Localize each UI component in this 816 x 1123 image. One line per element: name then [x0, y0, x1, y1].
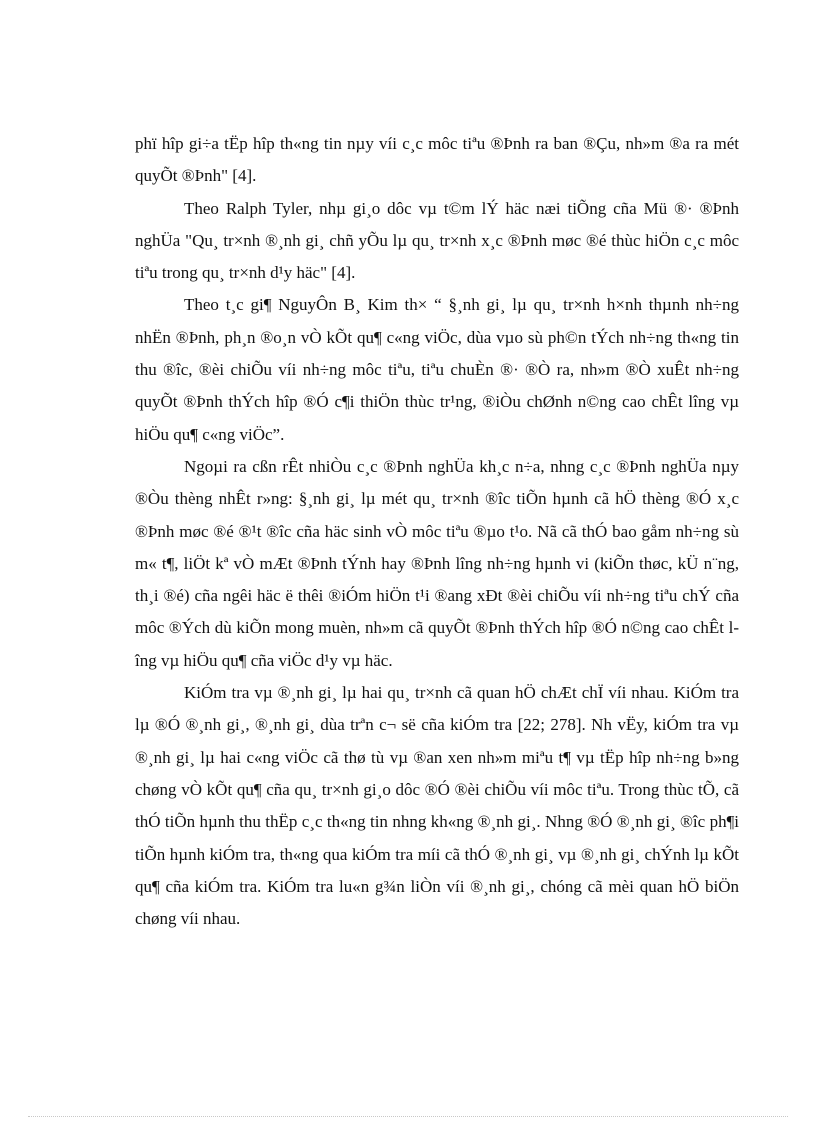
paragraph-4: Ngoµi ra cßn rÊt nhiÒu c¸c ®Þnh nghÜa kh¸c n÷a, nhng c¸c ®Þnh nghÜa nµy ®Òu thèng nhÊt r»ng: §¸nh gi¸ lµ mét qu¸ tr×nh ®îc tiÕn hµnh cã hÖ thèng ®Ó x¸c ®Þnh møc ®é ®¹t ®îc cña häc sinh vÒ môc tiªu ®µo t¹o. Nã cã thÓ bao gåm nh÷ng sù m« t¶, liÖt kª vÒ mÆt ®Þnh tÝnh hay ®Þnh lîng nh÷ng hµnh vi (kiÕn thøc, kÜ n¨ng, th¸i ®é) cña ngêi häc ë thêi ®iÓm hiÖn t¹i ®ang xÐt ®èi chiÕu víi nh÷ng tiªu chÝ cña môc ®Ých dù kiÕn mong muèn, nh»m cã quyÕt ®Þnh thÝch hîp ®Ó n©ng cao chÊt lîng vµ hiÖu qu¶ cña viÖc d¹y vµ häc.	[135, 456, 739, 670]
page-bottom-divider	[28, 1116, 788, 1117]
paragraph-5: KiÓm tra vµ ®¸nh gi¸ lµ hai qu¸ tr×nh cã quan hÖ chÆt chÏ víi nhau. KiÓm tra lµ ®Ó ®¸nh gi¸, ®¸nh gi¸ dùa trªn c¬ së cña kiÓm tra [22; 278]. Nh vËy, kiÓm tra vµ ®¸nh gi¸ lµ hai c«ng viÖc cã thø tù vµ ®an xen nh»m miªu t¶ vµ tËp hîp nh÷ng b»ng chøng vÒ kÕt qu¶ cña qu¸ tr×nh gi¸o dôc ®Ó ®èi chiÕu víi môc tiªu. Trong thùc tÕ, cã thÓ tiÕn hµnh thu thËp c¸c th«ng tin nhng kh«ng ®¸nh gi¸. Nhng ®Ó ®¸nh gi¸ ®îc ph¶i tiÕn hµnh kiÓm tra, th«ng qua kiÓm tra míi cã thÓ ®¸nh gi¸ vµ ®¸nh gi¸ chÝnh lµ kÕt qu¶ cña kiÓm tra. KiÓm tra lu«n g¾n liÒn víi ®¸nh gi¸, chóng cã mèi quan hÖ biÖn chøng víi nhau.	[135, 683, 739, 929]
paragraph-2: Theo Ralph Tyler, nhµ gi¸o dôc vµ t©m lÝ häc næi tiÕng cña Mü ®· ®Þnh nghÜa "Qu¸ tr×nh ®¸nh gi¸ chñ yÕu lµ qu¸ tr×nh x¸c ®Þnh møc ®é thùc hiÖn c¸c môc tiªu trong qu¸ tr×nh d¹y häc" [4].	[135, 198, 739, 283]
paragraph-1: phï hîp gi÷a tËp hîp th«ng tin nµy víi c¸c môc tiªu ®Þnh ra ban ®Çu, nh»m ®a ra mét quyÕt ®Þnh" [4].	[135, 134, 739, 186]
paragraph-3: Theo t¸c gi¶ NguyÔn B¸ Kim th× “ §¸nh gi¸ lµ qu¸ tr×nh h×nh thµnh nh÷ng nhËn ®Þnh, ph¸n ®o¸n vÒ kÕt qu¶ c«ng viÖc, dùa vµo sù ph©n tÝch nh÷ng th«ng tin thu ®îc, ®èi chiÕu víi nh÷ng môc tiªu, tiªu chuÈn ®· ®Ò ra, nh»m ®Ò xuÊt nh÷ng quyÕt ®Þnh thÝch hîp ®Ó c¶i thiÖn thùc tr¹ng, ®iÒu chØnh n©ng cao chÊt lîng vµ hiÖu qu¶ c«ng viÖc”.	[135, 295, 739, 444]
body-text	[135, 128, 739, 935]
